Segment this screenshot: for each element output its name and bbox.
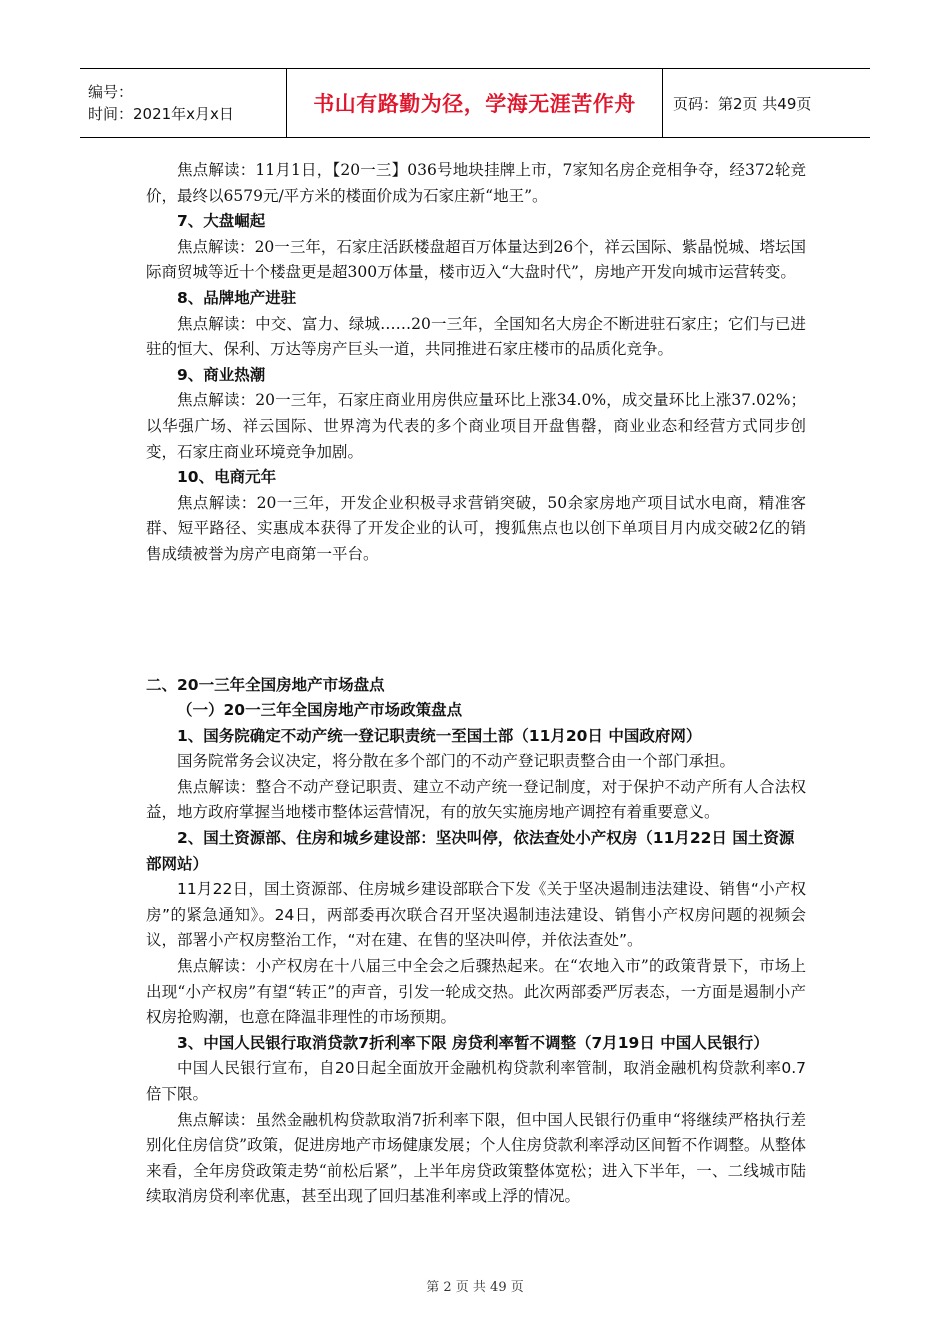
document-body bbox=[146, 158, 806, 1210]
heading-brand-developers: 8、品牌地产进驻 bbox=[177, 288, 297, 307]
item-heading-state-council: 1、国务院确定不动产统一登记职责统一至国土部（11月20日 中国政府网） bbox=[177, 726, 702, 745]
section-spacer bbox=[146, 568, 806, 673]
header-motto-cell bbox=[286, 69, 663, 137]
header-page-cell bbox=[663, 69, 870, 137]
section-heading-national-market: 二、20一三年全国房地产市场盘点 bbox=[146, 675, 385, 694]
item-analysis-state-council: 焦点解读：整合不动产登记职责、建立不动产统一登记制度，对于保护不动产所有人合法权益，地方政府掌握当地楼市整体运营情况，有的放矢实施房地产调控有着重要意义。 bbox=[146, 777, 806, 822]
item-analysis-central-bank: 焦点解读：虽然金融机构贷款取消7折利率下限，但中国人民银行仍重申“将继续严格执行差别化住房信贷”政策，促进房地产市场健康发展；个人住房贷款利率浮动区间暂不作调整。从整体来看，全年房贷政策走势“前松后紧”，上半年房贷政策整体宽松；进入下半年，一、二线城市陆续取消房贷利率优惠，甚至出现了回归基准利率或上浮的情况。 bbox=[146, 1110, 806, 1206]
page-footer bbox=[0, 1276, 950, 1295]
paragraph-brand-developers: 焦点解读：中交、富力、绿城……20一三年，全国知名大房企不断进驻石家庄；它们与已进驻的恒大、保利、万达等房产巨头一道，共同推进石家庄楼市的品质化竞争。 bbox=[146, 314, 806, 359]
document-number-label: 编号： bbox=[88, 83, 134, 101]
paragraph-ecommerce-year: 焦点解读：20一三年，开发企业积极寻求营销突破，50余家房地产项目试水电商，精准客群、短平路径、实惠成本获得了开发企业的认可，搜狐焦点也以创下单项目月内成交破2亿的销售成绩被誉为房产电商第一平台。 bbox=[146, 493, 806, 563]
heading-ecommerce-year: 10、电商元年 bbox=[177, 468, 277, 487]
paragraph-big-projects: 焦点解读：20一三年，石家庄活跃楼盘超百万体量达到26个，祥云国际、紫晶悦城、塔坛国际商贸城等近十个楼盘更是超300万体量，楼市迈入“大盘时代”，房地产开发向城市运营转变。 bbox=[146, 237, 806, 282]
header-page-info: 页码：第2页 共49页 bbox=[673, 94, 812, 113]
item-paragraph-state-council: 国务院常务会议决定，将分散在多个部门的不动产登记职责整合由一个部门承担。 bbox=[177, 752, 736, 771]
document-date-label: 时间：2021年x月x日 bbox=[88, 105, 234, 123]
item-heading-small-property: 2、国土资源部、住房和城乡建设部：坚决叫停，依法查处小产权房（11月22日 国土资源部网站） bbox=[146, 829, 795, 873]
item-paragraph-central-bank: 中国人民银行宣布，自20日起全面放开金融机构贷款利率管制，取消金融机构贷款利率0.7倍下限。 bbox=[146, 1059, 806, 1103]
heading-big-projects: 7、大盘崛起 bbox=[177, 212, 266, 231]
item-analysis-small-property: 焦点解读：小产权房在十八届三中全会之后骤热起来。在“农地入市”的政策背景下，市场上出现“小产权房”有望“转正”的声音，引发一轮成交热。此次两部委严厉表态，一方面是遏制小产权房抢购潮，也意在降温非理性的市场预期。 bbox=[146, 957, 806, 1027]
footer-page-number: 第 2 页 共 49 页 bbox=[426, 1280, 524, 1295]
subsection-heading-policy: （一）20一三年全国房地产市场政策盘点 bbox=[177, 701, 463, 720]
item-heading-central-bank: 3、中国人民银行取消贷款7折利率下限 房贷利率暂不调整（7月19日 中国人民银行） bbox=[177, 1033, 769, 1052]
page-header bbox=[80, 68, 870, 138]
paragraph-commercial-boom: 焦点解读：20一三年，石家庄商业用房供应量环比上涨34.0%，成交量环比上涨37.02%；以华强广场、祥云国际、世界湾为代表的多个商业项目开盘售罄，商业业态和经营方式同步创变，石家庄商业环境竞争加剧。 bbox=[146, 391, 806, 461]
item-paragraph-small-property: 11月22日，国土资源部、住房城乡建设部联合下发《关于坚决遏制违法建设、销售“小产权房”的紧急通知》。24日，两部委再次联合召开坚决遏制违法建设、销售小产权房问题的视频会议，部署小产权房整治工作，“对在建、在售的坚决叫停，并依法查处”。 bbox=[146, 880, 806, 950]
heading-commercial-boom: 9、商业热潮 bbox=[177, 365, 266, 384]
header-left-cell bbox=[80, 69, 286, 137]
paragraph-land-king: 焦点解读：11月1日，【20一三】036号地块挂牌上市，7家知名房企竞相争夺，经372轮竞价，最终以6579元/平方米的楼面价成为石家庄新“地王”。 bbox=[146, 161, 806, 205]
header-motto: 书山有路勤为径，学海无涯苦作舟 bbox=[313, 92, 636, 116]
